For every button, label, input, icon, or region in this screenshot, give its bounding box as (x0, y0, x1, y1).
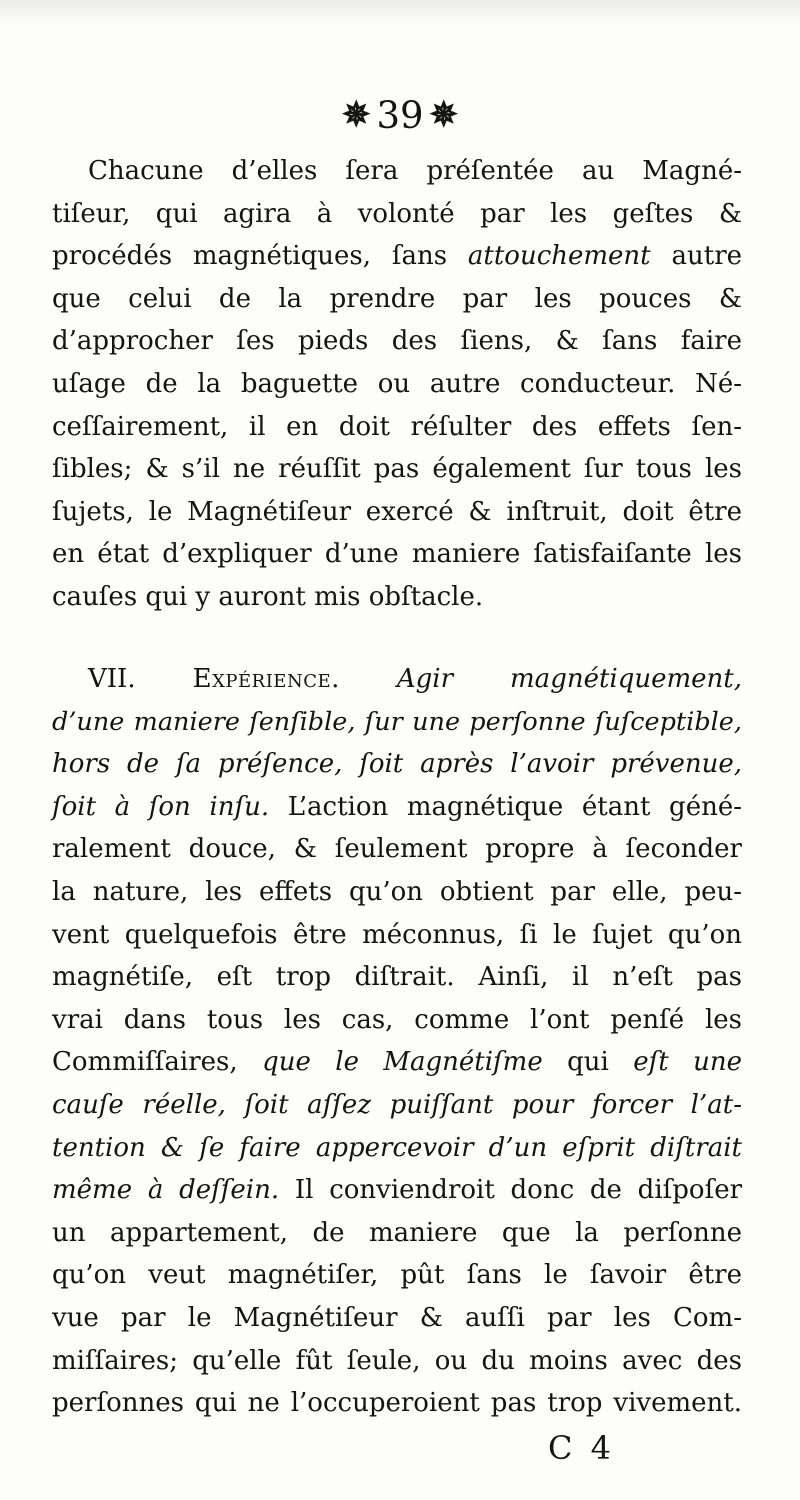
text-line: procédés magnétiques, ſans attouchement autre (52, 241, 743, 272)
signature-mark: C 4 (548, 1429, 616, 1467)
ornament-right-icon: ✵ (429, 95, 459, 135)
text-line: ceſſairement, il en doit réſulter des effets ſen- (52, 411, 742, 442)
text-line: Chacune d’elles ſera préſentée au Magné- (88, 156, 742, 186)
running-header (0, 94, 800, 139)
text-line: vent quelquefois être méconnus, ſi le ſujet qu’on (52, 919, 742, 950)
text-line: d’une maniere ſenſible, ſur une perſonne ſuſceptible, (52, 706, 742, 737)
experiment-heading-line: VII. Expérience. Agir magnétiquement, (88, 664, 743, 694)
text-line: la nature, les effets qu’on obtient par elle, peu- (52, 876, 742, 907)
text-line: perſonnes qui ne l’occuperoient pas trop vivement. (52, 1388, 742, 1419)
text-line: tention & ſe faire appercevoir d’un eſprit diſtrait (52, 1132, 742, 1163)
text-line: tiſeur, qui agira à volonté par les geſtes & (52, 198, 742, 229)
text-line: qu’on veut magnétiſer, pût ſans le ſavoir être (52, 1260, 742, 1291)
text-line: Commiſſaires, que le Magnétiſme qui eſt une (52, 1047, 743, 1078)
text-line: ſibles; & s’il ne réuſſit pas également ſur tous les (52, 454, 742, 485)
experiment-number: VII. (88, 664, 136, 694)
ornament-left-icon: ✵ (341, 95, 371, 135)
text-line: un appartement, de maniere que la perſonne (52, 1217, 742, 1248)
text-line: ſoit à ſon inſu. L’action magnétique étant géné- (52, 791, 742, 822)
text-line: même à deſſein. Il conviendroit donc de diſpoſer (52, 1175, 743, 1206)
experiment-label: Expérience. (192, 664, 340, 694)
text-line: d’approcher ſes pieds des ſiens, & ſans faire (52, 326, 742, 357)
text-line: en état d’expliquer d’une maniere ſatisfaiſante les (52, 539, 742, 570)
italic-term: attouchement (467, 241, 651, 272)
text-line: vrai dans tous les cas, comme l’ont penſé les (52, 1004, 742, 1035)
paragraph-1 (52, 150, 742, 619)
text-line: que celui de la prendre par les pouces & (52, 283, 742, 314)
text-line: ſujets, le Magnétiſeur exercé & inſtruit, doit être (52, 496, 742, 527)
paragraph-2 (52, 658, 742, 1425)
text-line: uſage de la baguette ou autre conducteur. Né- (52, 368, 742, 399)
text-line: cauſes qui y auront mis obſtacle. (52, 581, 484, 612)
text-line: ralement douce, & ſeulement propre à ſeconder (52, 834, 742, 865)
page-number: 39 (376, 94, 424, 137)
text-line: hors de ſa préſence, ſoit après l’avoir prévenue, (52, 749, 742, 780)
page-top-edge (0, 0, 800, 26)
text-line: vue par le Magnétiſeur & auſſi par les Com- (52, 1302, 742, 1333)
text-line: cauſe réelle, ſoit aſſez puiſſant pour forcer l’at- (52, 1089, 742, 1120)
text-line: miſſaires; qu’elle fût ſeule, ou du moins avec des (52, 1345, 742, 1376)
text-line: magnétiſe, eſt trop diſtrait. Ainſi, il n’eſt pas (52, 962, 742, 993)
